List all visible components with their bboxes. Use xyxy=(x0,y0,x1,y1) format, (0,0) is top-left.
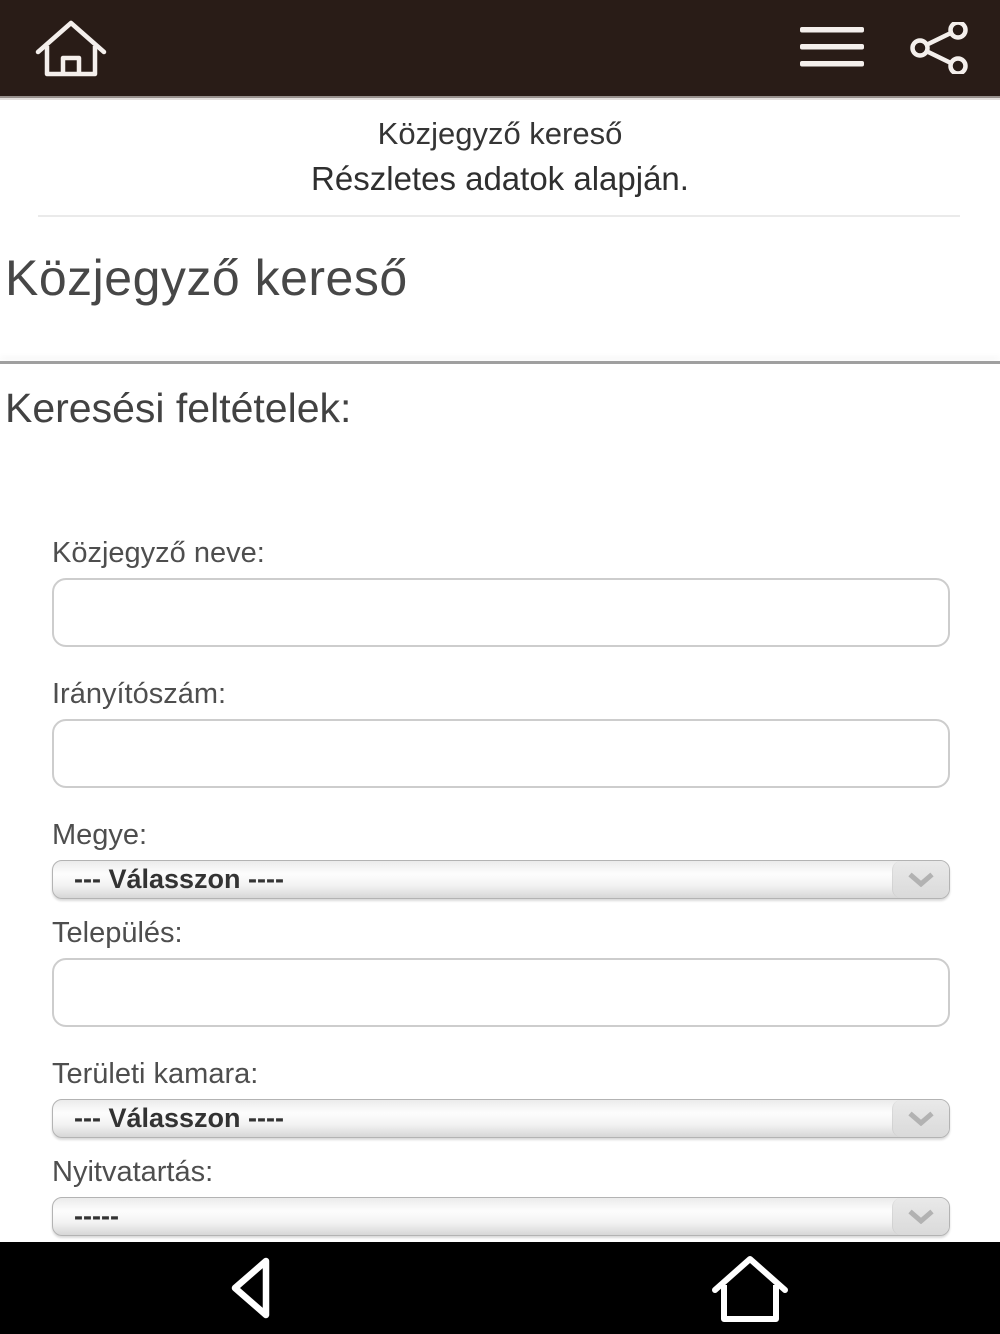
regional-chamber-select[interactable] xyxy=(52,1099,950,1138)
settlement-label: Település: xyxy=(52,917,183,949)
postal-code-label: Irányítószám: xyxy=(52,678,227,710)
notary-search-form xyxy=(0,536,1000,1333)
share-icon xyxy=(910,22,970,74)
notary-name-label: Közjegyző neve: xyxy=(52,537,265,569)
system-navigation-bar xyxy=(0,1242,1000,1334)
chevron-down-icon xyxy=(892,861,949,898)
search-criteria-heading: Keresési feltételek: xyxy=(5,385,352,431)
notary-name-input[interactable] xyxy=(52,578,950,647)
regional-chamber-label: Területi kamara: xyxy=(52,1058,259,1090)
page-header xyxy=(0,98,1000,202)
county-select-value: --- Válasszon ---- xyxy=(74,864,285,894)
home-icon xyxy=(708,1252,792,1324)
home-button[interactable] xyxy=(30,15,112,81)
section-divider xyxy=(0,361,1000,364)
back-icon xyxy=(229,1256,271,1320)
header-divider xyxy=(38,215,960,217)
settlement-input[interactable] xyxy=(52,958,950,1027)
page-header-subtitle: Részletes adatok alapján. xyxy=(311,160,689,197)
top-app-bar xyxy=(0,0,1000,98)
postal-code-input[interactable] xyxy=(52,719,950,788)
county-label: Megye: xyxy=(52,819,148,851)
chevron-down-icon xyxy=(892,1100,949,1137)
regional-chamber-select-value: --- Válasszon ---- xyxy=(74,1103,285,1133)
opening-hours-day-select[interactable] xyxy=(52,1197,950,1236)
menu-button[interactable] xyxy=(800,27,864,69)
county-select[interactable] xyxy=(52,860,950,899)
page-title: Közjegyző kereső xyxy=(5,250,408,306)
share-button[interactable] xyxy=(910,22,970,74)
opening-hours-day-select-value: ----- xyxy=(74,1201,119,1231)
home-nav-button[interactable] xyxy=(708,1252,792,1324)
hamburger-menu-icon xyxy=(800,27,864,69)
top-bar-actions xyxy=(800,22,970,74)
chevron-down-icon xyxy=(892,1198,949,1235)
back-button[interactable] xyxy=(229,1256,271,1320)
home-icon xyxy=(30,15,112,81)
page-header-title: Közjegyző kereső xyxy=(377,116,623,151)
opening-hours-label: Nyitvatartás: xyxy=(52,1156,214,1188)
